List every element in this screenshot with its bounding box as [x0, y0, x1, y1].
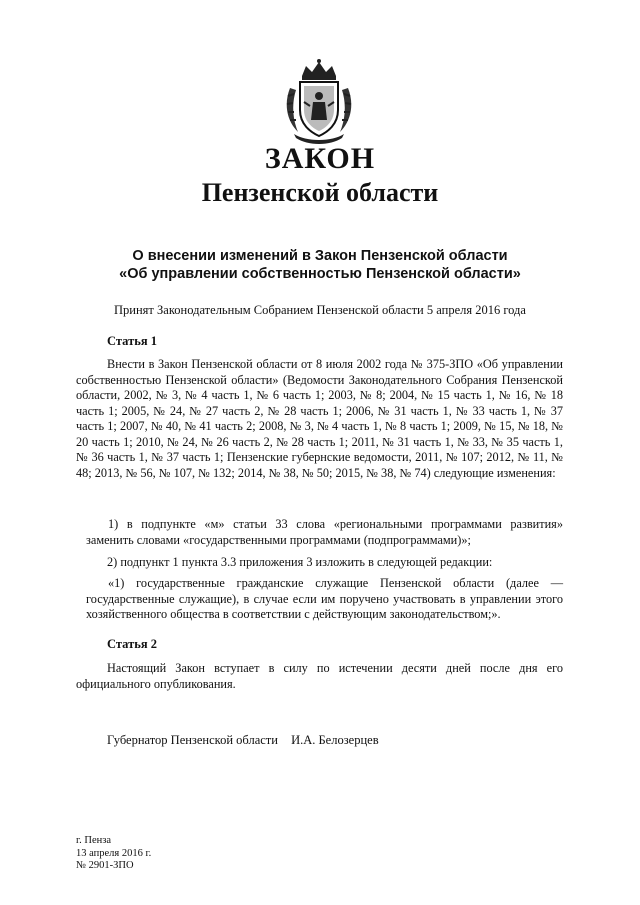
adoption-note: Принят Законодательным Собранием Пензенской области 5 апреля 2016 года — [114, 303, 526, 317]
article-1-item-2-intro: 2) подпункт 1 пункта 3.3 приложения 3 изложить в следующей редакции: — [107, 555, 493, 569]
law-subject-line-2: «Об управлении собственностью Пензенской области» — [119, 266, 521, 282]
signatory-position: Губернатор Пензенской области — [107, 733, 278, 747]
article-2-heading: Статья 2 — [107, 637, 157, 651]
law-title: ЗАКОН — [264, 142, 376, 175]
footer-number: № 2901-ЗПО — [76, 860, 134, 871]
footer-city: г. Пенза — [76, 835, 112, 846]
footer-date: 13 апреля 2016 г. — [76, 847, 152, 859]
document-footer — [76, 835, 151, 873]
article-1-item-2-text: «1) государственные гражданские служащие Пензенской области (далее — государственные служащие), в случае если им поручено участвовать в управлении этого хозяйственного общества в соответствии с действующим законодательством;». — [86, 576, 563, 621]
law-region: Пензенской области — [201, 178, 439, 207]
law-subject-line-1: О внесении изменений в Закон Пензенской области — [132, 248, 508, 264]
signature-block — [107, 733, 379, 748]
article-1-heading: Статья 1 — [107, 334, 157, 348]
article-2-text: Настоящий Закон вступает в силу по истечении десяти дней после дня его официального опубликования. — [76, 661, 563, 691]
article-1-text: Внести в Закон Пензенской области от 8 июля 2002 года № 375-ЗПО «Об управлении собственностью Пензенской области» (Ведомости Законодательного Собрания Пензенской области, 2002, № 3, № 4 часть 1, № 6 часть 1; 2003, № 8; 2004, № 15 часть 1, № 16, № 18 часть 1; 2005, № 24, № 27 часть 2, № 28 часть 1; 2006, № 31 часть 1, № 33 часть 1, № 37 часть 1; 2007, № 40, № 41 часть 2; 2008, № 3, № 4 часть 1, № 8 часть 1; 2009, № 15, № 18, № 20 часть 1; 2010, № 24, № 26 часть 2, № 28 часть 1; 2011, № 31 часть 1, № 33, № 35 часть 1, № 36 часть 1, № 37 часть 1; Пензенские губернские ведомости, 2011, № 107; 2012, № 11, № 48; 2013, № 56, № 107, № 132; 2014, № 38, № 50; 2015, № 38, № 74) следующие изменения: — [76, 357, 563, 480]
signatory-name: И.А. Белозерцев — [291, 733, 379, 747]
penza-coat-of-arms-icon — [280, 58, 358, 144]
article-1-item-1: 1) в подпункте «м» статьи 33 слова «региональными программами развития» заменить словами «государственными программами (подпрограммами)»; — [86, 517, 563, 547]
